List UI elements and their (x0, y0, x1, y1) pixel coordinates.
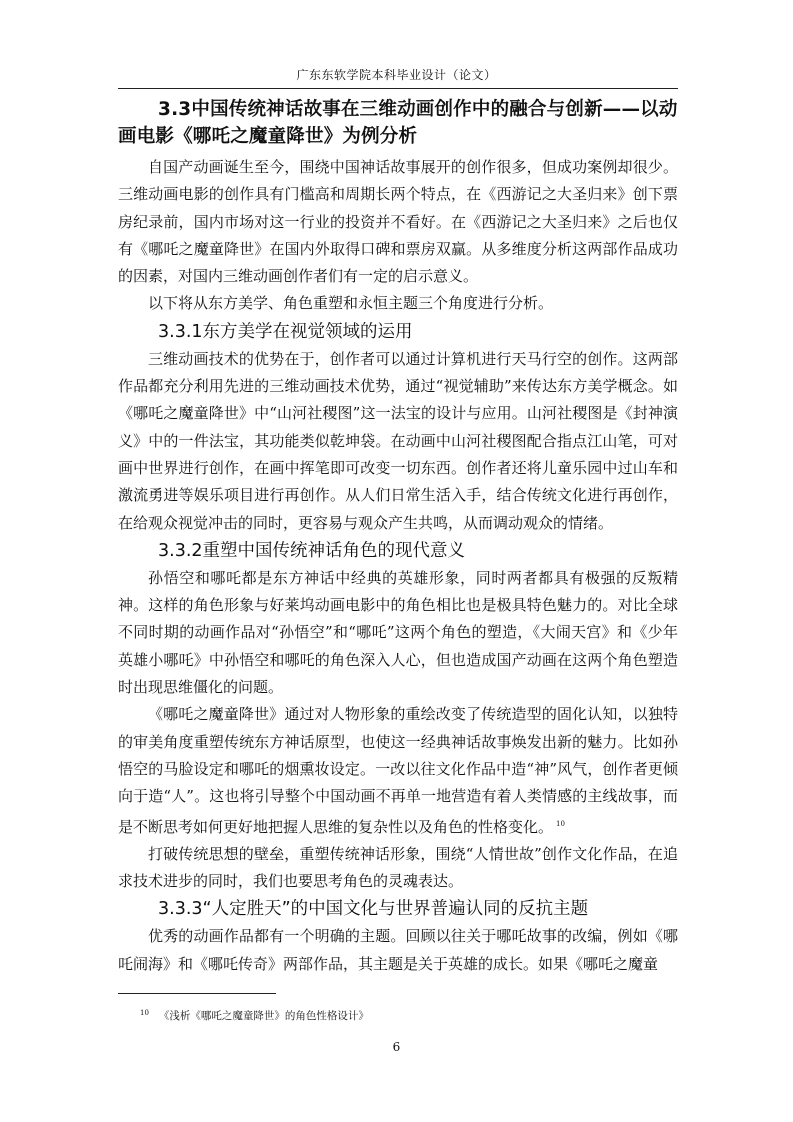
body-paragraph: 优秀的动画作品都有一个明确的主题。回顾以往关于哪吒故事的改编，例如《哪吒闹海》和《哪吒传奇》两部作品，其主题是关于英雄的成长。如果《哪吒之魔童 (118, 927, 678, 973)
footnote-text: 《浅析《哪吒之魔童降世》的角色性格设计》 (158, 1010, 369, 1022)
paragraph-text: 《哪吒之魔童降世》通过对人物形象的重绘改变了传统造型的固化认知，以独特的审美角度重塑传统东方神话原型，也使这一经典神话故事焕发出新的魅力。比如孙悟空的马脸设定和哪吒的烟熏妆设定。一改以往文化作品中造“神”风气，创作者更倾向于造“人”。这也将引导整个中国动画不再单一地营造有着人类情感的主线故事，而是不断思考如何更好地把握人思维的复杂性以及角色的性格变化。 (118, 705, 678, 836)
body-paragraph: 自国产动画诞生至今，围绕中国神话故事展开的创作很多，但成功案例却很少。三维动画电影的创作具有门槛高和周期长两个特点，在《西游记之大圣归来》创下票房纪录前，国内市场对这一行业的投资并不看好。在《西游记之大圣归来》之后也仅有《哪吒之魔童降世》在国内外取得口碑和票房双赢。从多维度分析这两部作品成功的因素，对国内三维动画创作者们有一定的启示意义。 (118, 158, 678, 286)
subsection-title: 3.3.1东方美学在视觉领域的运用 (158, 321, 413, 342)
footnote (140, 1008, 369, 1023)
subsection-title: 3.3.3“人定胜天”的中国文化与世界普遍认同的反抗主题 (158, 899, 589, 920)
footnote-number: 10 (140, 1009, 149, 1017)
body-paragraph: 孙悟空和哪吒都是东方神话中经典的英雄形象，同时两者都具有极强的反叛精神。这样的角色形象与好莱坞动画电影中的角色相比也是极具特色魅力的。对比全球不同时期的动画作品对“孙悟空”和“哪吒”这两个角色的塑造，《大闹天宫》和《少年英雄小哪吒》中孙悟空和哪吒的角色深入人心，但也造成国产动画在这两个角色塑造时出现思维僵化的问题。 (118, 568, 678, 697)
subsection-title: 3.3.2重塑中国传统神话角色的现代意义 (158, 540, 466, 561)
body-paragraph (118, 701, 678, 840)
body-paragraph: 三维动画技术的优势在于，创作者可以通过计算机进行天马行空的创作。这两部作品都充分利用先进的三维动画技术优势，通过“视觉辅助”来传达东方美学概念。如《哪吒之魔童降世》中“山河社稷图”这一法宝的设计与应用。山河社稷图是《封神演义》中的一件法宝，其功能类似乾坤袋。在动画中山河社稷图配合指点江山笔，可对画中世界进行创作，在画中挥笔即可改变一切东西。创作者还将儿童乐园中过山车和激流勇进等娱乐项目进行再创作。从人们日常生活入手，结合传统文化进行再创作，在给观众视觉冲击的同时，更容易与观众产生共鸣，从而调动观众的情绪。 (118, 349, 678, 532)
body-paragraph: 打破传统思想的壁垒，重塑传统神话形象，围绕“人情世故”创作文化作品，在追求技术进步的同时，我们也要思考角色的灵魂表达。 (118, 844, 678, 891)
body-paragraph: 以下将从东方美学、角色重塑和永恒主题三个角度进行分析。 (148, 294, 554, 313)
header-rule (118, 88, 678, 89)
section-title: 3.3中国传统神话故事在三维动画创作中的融合与创新——以动画电影《哪吒之魔童降世》为例分析 (118, 99, 678, 147)
footnote-rule (118, 993, 276, 994)
page-body (118, 96, 678, 978)
running-header: 广东东软学院本科毕业设计（论文） (296, 68, 497, 82)
footnote-reference[interactable]: 10 (556, 819, 565, 828)
page-number: 6 (392, 1040, 401, 1054)
